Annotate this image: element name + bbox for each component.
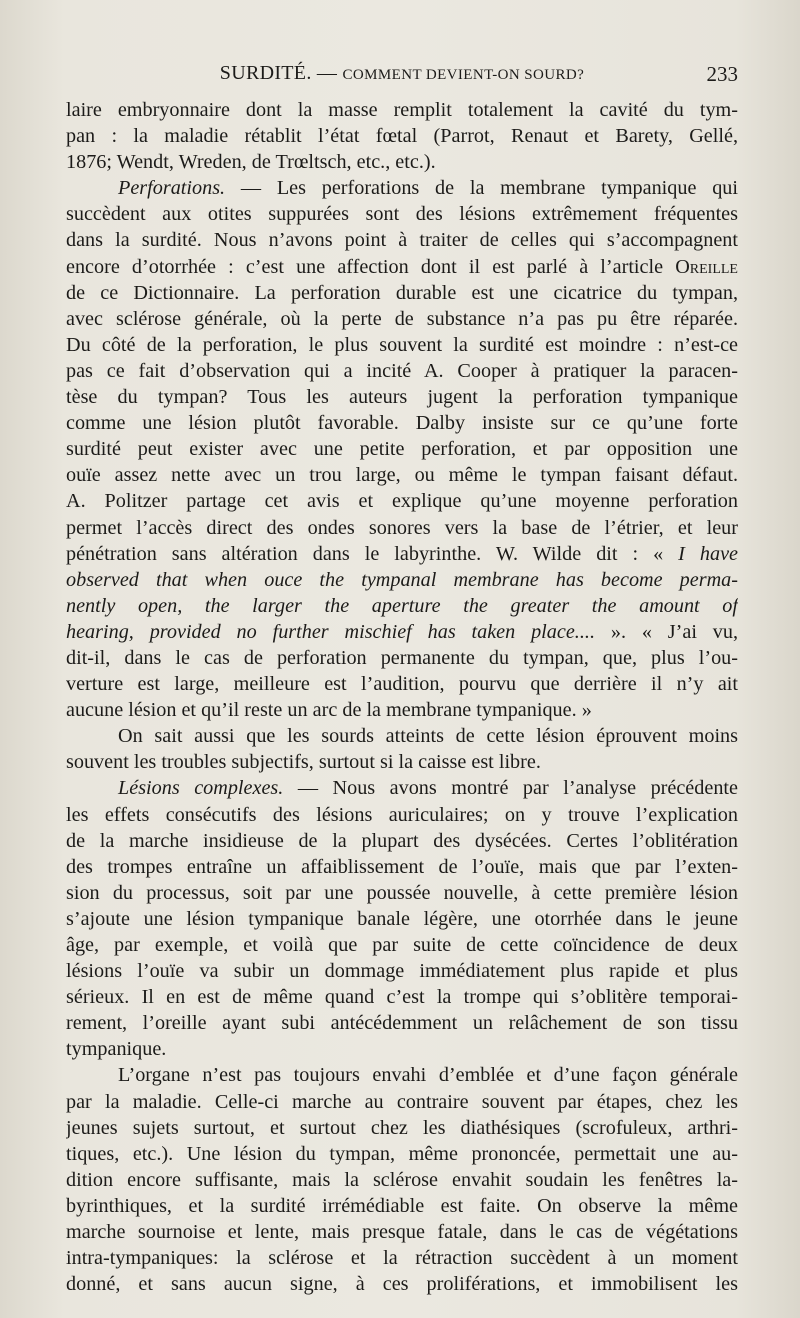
running-title: [66, 62, 738, 85]
body-text: [66, 97, 738, 1297]
text-line: les effets consécutifs des lésions auriculaires; on y trouve l’explication: [66, 803, 738, 826]
text-line: pan : la maladie rétablit l’état fœtal (Parrot, Renaut et Barety, Gellé,: [66, 125, 738, 148]
english-quote-line: nently open, the larger the aperture the greater the amount of: [66, 594, 738, 617]
text-line: [66, 254, 738, 280]
running-title-main: SURDITÉ.: [219, 62, 312, 84]
text-line: Du côté de la perforation, le plus souvent la surdité est moindre : n’est-ce: [66, 333, 738, 356]
text-line: des trompes entraîne un affaiblissement de l’ouïe, mais que par l’exten-: [66, 855, 738, 878]
text-line: s’ajoute une lésion tympanique banale légère, une otorrhée dans le jeune: [66, 907, 738, 930]
section-heading-perforations: Perforations.: [118, 177, 226, 200]
running-title-sub: COMMENT DEVIENT-ON SOURD?: [342, 67, 585, 83]
page-number: 233: [706, 62, 738, 86]
text-span: ». « J’ai vu,: [595, 620, 738, 643]
english-quote-line: observed that when ouce the tympanal membrane has become perma-: [66, 568, 738, 591]
text-line: permet l’accès direct des ondes sonores vers la base de l’étrier, et leur: [66, 516, 738, 539]
text-line: tiques, etc.). Une lésion du tympan, même prononcée, permettait une au-: [66, 1142, 738, 1165]
text-line: surdité peut exister avec une petite perforation, et par opposition une: [66, 438, 738, 461]
text-line: intra-tympaniques: la sclérose et la rétraction succèdent à un moment: [66, 1247, 738, 1270]
text-span: — Les perforations de la membrane tympanique qui: [225, 177, 738, 200]
text-line: donné, et sans aucun signe, à ces proliférations, et immobilisent les: [66, 1273, 738, 1296]
text-line: On sait aussi que les sourds atteints de cette lésion éprouvent moins: [118, 725, 738, 748]
running-title-dash: —: [311, 62, 343, 84]
text-line: aucune lésion et qu’il reste un arc de la membrane tympanique. »: [66, 699, 592, 722]
english-quote: hearing, provided no further mischief has taken place....: [66, 620, 595, 643]
text-line: rement, l’oreille ayant subi antécédemment un relâchement de son tissu: [66, 1012, 738, 1035]
text-line: succèdent aux otites suppurées sont des lésions extrêmement fréquentes: [66, 203, 738, 226]
text-line: [66, 775, 738, 801]
section-heading-lesions-complexes: Lésions complexes.: [118, 777, 284, 800]
text-line: jeunes sujets surtout, et surtout chez les diathésiques (scrofuleux, arthri-: [66, 1116, 738, 1139]
text-line: [66, 175, 738, 201]
text-line: dit-il, dans le cas de perforation permanente du tympan, que, plus l’ou-: [66, 646, 738, 669]
text-line: comme une lésion plutôt favorable. Dalby insiste sur ce qu’une forte: [66, 412, 738, 435]
text-line: A. Politzer partage cet avis et explique qu’une moyenne perforation: [66, 490, 738, 513]
text-line: avec sclérose générale, où la perte de substance n’a pas pu être réparée.: [66, 307, 738, 330]
text-line: marche sournoise et lente, mais presque fatale, dans le cas de végétations: [66, 1221, 738, 1244]
text-line: de ce Dictionnaire. La perforation durable est une cicatrice du tympan,: [66, 281, 738, 304]
text-line: [66, 541, 738, 567]
text-line: dans la surdité. Nous n’avons point à traiter de celles qui s’accompagnent: [66, 229, 738, 252]
text-span: pénétration sans altération dans le labyrinthe. W. Wilde dit : «: [66, 542, 679, 565]
text-line: tèse du tympan? Tous les auteurs jugent la perforation tympanique: [66, 386, 738, 409]
text-line: 1876; Wendt, Wreden, de Trœltsch, etc., etc.).: [66, 151, 436, 174]
page-header: [66, 62, 738, 92]
text-line: sion du processus, soit par une poussée nouvelle, à cette première lésion: [66, 881, 738, 904]
text-line: L’organe n’est pas toujours envahi d’emblée et d’une façon générale: [118, 1064, 738, 1087]
text-line: de la marche insidieuse de la plupart des dysécées. Certes l’oblitération: [66, 829, 738, 852]
text-line: pas ce fait d’observation qui a incité A. Cooper à pratiquer la paracen-: [66, 359, 738, 382]
text-line: laire embryonnaire dont la masse remplit totalement la cavité du tym-: [66, 99, 738, 121]
text-line: âge, par exemple, et voilà que par suite de cette coïncidence de deux: [66, 934, 738, 956]
english-quote: I have: [678, 542, 738, 565]
text-line: verture est large, meilleure est l’audition, pourvu que derrière il n’y ait: [66, 673, 738, 696]
text-line: souvent les troubles subjectifs, surtout si la caisse est libre.: [66, 751, 541, 774]
text-line: byrinthiques, et la surdité irrémédiable est faite. On observe la même: [66, 1194, 738, 1217]
text-line: sérieux. Il en est de même quand c’est la trompe qui s’oblitère temporai-: [66, 986, 738, 1009]
text-line: tympanique.: [66, 1038, 167, 1061]
text-line: par la maladie. Celle-ci marche au contraire souvent par étapes, chez les: [66, 1090, 738, 1113]
cross-reference-oreille: Oreille: [675, 255, 738, 278]
text-line: ouïe assez nette avec un trou large, ou même le tympan faisant défaut.: [66, 464, 738, 487]
text-line: dition encore suffisante, mais la sclérose envahit soudain les fenêtres la-: [66, 1168, 738, 1191]
text-line: lésions l’ouïe va subir un dommage immédiatement plus rapide et plus: [66, 960, 738, 983]
text-span: — Nous avons montré par l’analyse précédente: [283, 777, 738, 800]
text-line: [66, 619, 738, 645]
text-span: encore d’otorrhée : c’est une affection dont il est parlé à l’article: [66, 255, 676, 278]
